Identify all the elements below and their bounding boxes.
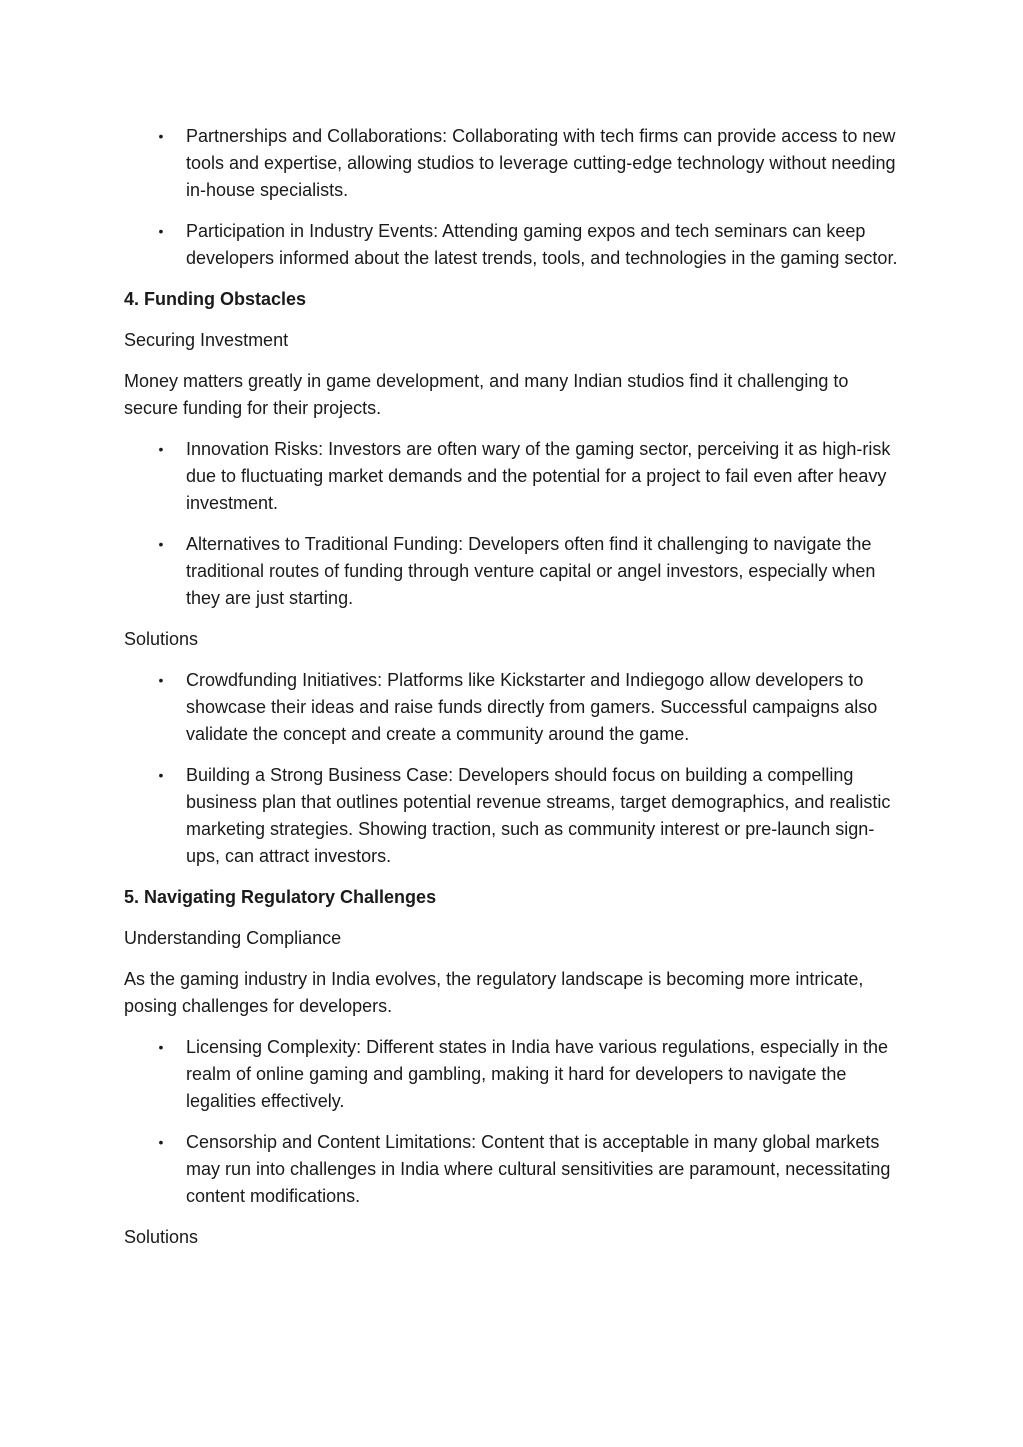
bullet-icon: • [158, 223, 164, 239]
list-item [124, 1129, 904, 1210]
list-item-text: Alternatives to Traditional Funding: Developers often find it challenging to navigate the traditional routes of funding through venture capital or angel investors, especially when they are just starting. [186, 534, 876, 608]
section-subheading: Understanding Compliance [124, 928, 342, 948]
funding-solutions-list [124, 667, 904, 870]
document-body [124, 123, 904, 1265]
bullet-icon: • [158, 128, 164, 144]
bullet-icon: • [158, 1134, 164, 1150]
bullet-icon: • [158, 672, 164, 688]
list-item-text: Crowdfunding Initiatives: Platforms like Kickstarter and Indiegogo allow developers to showcase their ideas and raise funds directly from gamers. Successful campaigns also validate the concept and create a community around the game. [186, 670, 878, 744]
bullet-icon: • [158, 1039, 164, 1055]
solutions-label: Solutions [124, 629, 199, 649]
list-item [124, 1034, 904, 1115]
list-item-text: Licensing Complexity: Different states in India have various regulations, especially in the realm of online gaming and gambling, making it hard for developers to navigate the legalities effectively. [186, 1037, 889, 1111]
list-item [124, 667, 904, 748]
bullet-icon: • [158, 536, 164, 552]
solutions-label: Solutions [124, 1227, 199, 1247]
bullet-icon: • [158, 767, 164, 783]
funding-challenges-list [124, 436, 904, 612]
list-item-text: Innovation Risks: Investors are often wary of the gaming sector, perceiving it as high-risk due to fluctuating market demands and the potential for a project to fail even after heavy investment. [186, 439, 891, 513]
partnerships-list [124, 123, 904, 272]
list-item-text: Censorship and Content Limitations: Content that is acceptable in many global markets may run into challenges in India where cultural sensitivities are paramount, necessitating content modifications. [186, 1132, 891, 1206]
list-item [124, 123, 904, 204]
section-subheading: Securing Investment [124, 330, 289, 350]
list-item [124, 531, 904, 612]
regulatory-challenges-list [124, 1034, 904, 1210]
list-item [124, 436, 904, 517]
bullet-icon: • [158, 441, 164, 457]
section-intro: As the gaming industry in India evolves, the regulatory landscape is becoming more intricate, posing challenges for developers. [124, 969, 864, 1016]
list-item-text: Participation in Industry Events: Attending gaming expos and tech seminars can keep developers informed about the latest trends, tools, and technologies in the gaming sector. [186, 221, 898, 268]
list-item [124, 218, 904, 272]
list-item [124, 762, 904, 870]
section-heading: 4. Funding Obstacles [124, 289, 307, 309]
section-heading: 5. Navigating Regulatory Challenges [124, 887, 437, 907]
section-intro: Money matters greatly in game development, and many Indian studios find it challenging to secure funding for their projects. [124, 371, 849, 418]
list-item-text: Building a Strong Business Case: Developers should focus on building a compelling business plan that outlines potential revenue streams, target demographics, and realistic marketing strategies. Showing traction, such as community interest or pre-launch sign-ups, can attract investors. [186, 765, 891, 866]
list-item-text: Partnerships and Collaborations: Collaborating with tech firms can provide access to new tools and expertise, allowing studios to leverage cutting-edge technology without needing in-house specialists. [186, 126, 896, 200]
